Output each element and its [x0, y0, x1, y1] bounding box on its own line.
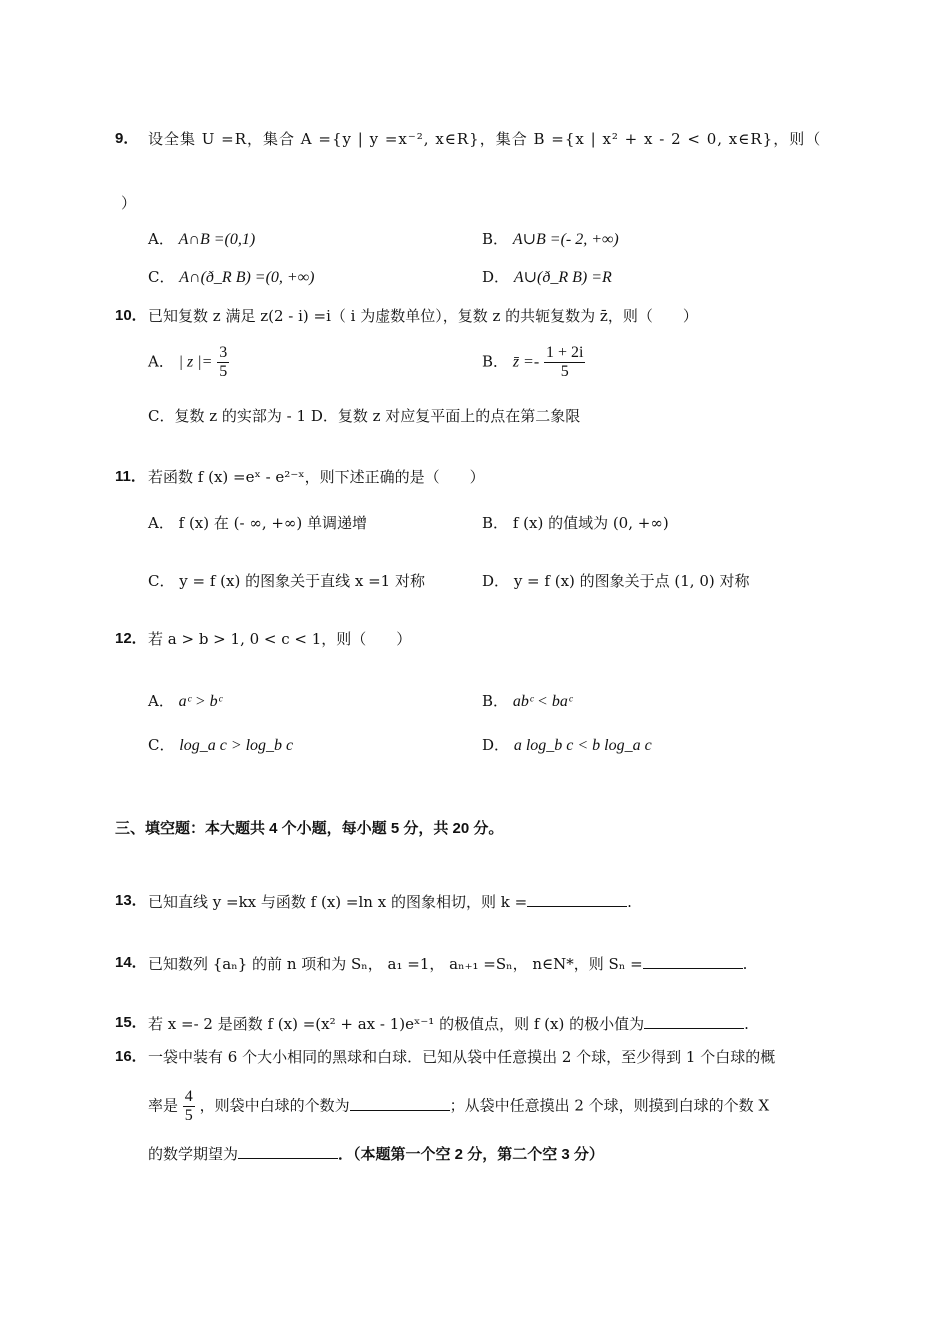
answer-blank-13[interactable]	[527, 890, 627, 907]
question-12-option-c: C． log_a c > log_b c	[148, 736, 294, 754]
question-16-line-2: 率是 $\frac{4}{5}$ ，则袋中白球的个数为 ；从袋中任意摸出 2 个球，则摸到白球的个数 X	[148, 1088, 770, 1124]
question-12-option-a: A． aᶜ > bᶜ	[148, 692, 222, 710]
question-number-16: 16．	[115, 1048, 147, 1065]
question-10-option-b: B． z̄ =- $\frac{1 + 2i}{5}$	[482, 344, 584, 380]
question-number-9: 9．	[115, 130, 139, 147]
question-number-10: 10．	[115, 307, 147, 324]
question-9-option-d: D． A∪(ð_R B) =R	[482, 268, 612, 286]
question-13-stem: 已知直线 y =kx 与函数 f (x) =ln x 的图象相切，则 k = .	[148, 890, 632, 913]
question-15-stem: 若 x =- 2 是函数 f (x) =(x² + ax - 1)eˣ⁻¹ 的极值点，则 f (x) 的极小值为 .	[148, 1012, 749, 1035]
section-3-heading: 三、填空题：本大题共 4 个小题，每小题 5 分，共 20 分。	[115, 820, 504, 837]
question-number-11: 11．	[115, 468, 146, 485]
question-11-option-a: A． f (x) 在 (- ∞, +∞) 单调递增	[148, 514, 368, 532]
fraction-b: $\frac{1 + 2i}{5}$	[545, 344, 584, 380]
question-16-line-3: 的数学期望为 ．（本题第一个空 2 分，第二个空 3 分）	[148, 1142, 604, 1166]
question-16-line-1: 一袋中装有 6 个大小相同的黑球和白球．已知从袋中任意摸出 2 个球，至少得到 1 个白球的概	[148, 1048, 776, 1066]
question-11-option-c: C． y = f (x) 的图象关于直线 x =1 对称	[148, 572, 425, 590]
question-11-stem: 若函数 f (x) =eˣ - e²⁻ˣ，则下述正确的是（ ）	[148, 468, 485, 486]
question-9-option-a: A． A∩B =(0,1)	[148, 230, 256, 248]
answer-blank-16a[interactable]	[350, 1094, 450, 1111]
question-14-stem: 已知数列 {aₙ} 的前 n 项和为 Sₙ， a₁ =1， aₙ₊₁ =Sₙ， n∈N*，则 Sₙ = .	[148, 952, 747, 975]
question-number-13: 13．	[115, 892, 147, 909]
question-number-12: 12．	[115, 630, 147, 647]
answer-blank-15[interactable]	[644, 1012, 744, 1029]
fraction-a: $\frac{3}{5}$	[219, 344, 228, 380]
question-9-close-paren: ）	[121, 194, 137, 212]
question-12-option-d: D． a log_b c < b log_a c	[482, 736, 652, 754]
question-number-15: 15．	[115, 1014, 147, 1031]
answer-blank-16b[interactable]	[238, 1142, 338, 1159]
question-10-options-cd: C．复数 z 的实部为 - 1 D．复数 z 对应复平面上的点在第二象限	[148, 407, 581, 425]
question-12-option-b: B． abᶜ < baᶜ	[482, 692, 573, 710]
fraction-probability: $\frac{4}{5}$	[184, 1088, 193, 1124]
question-12-stem: 若 a > b > 1, 0 < c < 1，则（ ）	[148, 630, 412, 648]
answer-blank-14[interactable]	[643, 952, 743, 969]
question-number-14: 14．	[115, 954, 147, 971]
question-10-option-a: A． | z |= $\frac{3}{5}$	[148, 344, 228, 380]
question-9-stem: 设全集 U =R，集合 A ={y | y =x⁻², x∈R}，集合 B ={x | x² + x - 2 < 0, x∈R}，则（	[148, 130, 822, 148]
question-10-stem: 已知复数 z 满足 z(2 - i) =i（ i 为虚数单位），复数 z 的共轭复数为 z̄，则（ ）	[148, 307, 698, 325]
question-9-option-b: B． A∪B =(- 2, +∞)	[482, 230, 619, 248]
question-11-option-d: D． y = f (x) 的图象关于点 (1, 0) 对称	[482, 572, 750, 590]
question-11-option-b: B． f (x) 的值域为 (0, +∞)	[482, 514, 669, 532]
question-9-option-c: C． A∩(ð_R B) =(0, +∞)	[148, 268, 315, 286]
